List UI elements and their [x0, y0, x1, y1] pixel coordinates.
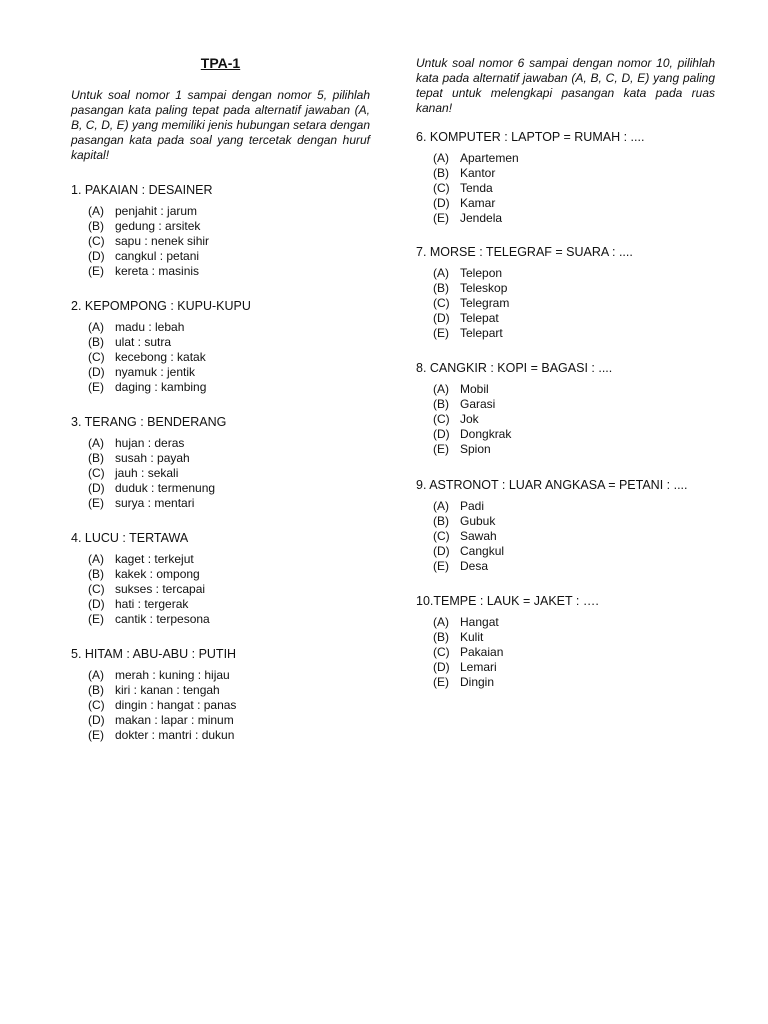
option-letter: (A): [433, 615, 449, 629]
option-text: Kamar: [460, 196, 496, 210]
option-letter: (E): [88, 264, 104, 278]
option-letter: (C): [433, 296, 450, 310]
option-letter: (C): [433, 645, 450, 659]
option-letter: (D): [433, 427, 450, 441]
answer-option: [433, 397, 736, 412]
option-letter: (B): [433, 166, 449, 180]
answer-options: [71, 668, 391, 743]
answer-option: [88, 481, 391, 496]
option-text: Gubuk: [460, 514, 496, 528]
option-text: ulat : sutra: [115, 335, 172, 349]
answer-option: [433, 645, 736, 660]
option-letter: (D): [433, 660, 450, 674]
question-6: [416, 129, 736, 226]
answer-option: [433, 181, 736, 196]
option-letter: (D): [88, 713, 105, 727]
question-7: [416, 244, 736, 341]
option-text: sapu : nenek sihir: [115, 234, 210, 248]
option-text: Telegram: [460, 296, 510, 310]
answer-option: [88, 436, 391, 451]
answer-option: [433, 660, 736, 675]
question-1: [71, 182, 391, 279]
answer-option: [88, 451, 391, 466]
option-letter: (A): [433, 266, 449, 280]
answer-options: [71, 204, 391, 279]
answer-option: [88, 567, 391, 582]
option-text: merah : kuning : hijau: [115, 668, 230, 682]
question-stem: 4. LUCU : TERTAWA: [71, 531, 189, 545]
option-letter: (C): [88, 234, 105, 248]
instruction-right: Untuk soal nomor 6 sampai dengan nomor 10, pilihlah kata pada alternatif jawaban (A, B, C, D, E) yang paling tepat untuk melengkapi pasangan kata pada ruas kanan!: [416, 56, 715, 115]
option-letter: (C): [433, 412, 450, 426]
option-letter: (E): [88, 728, 104, 742]
option-text: Telepon: [460, 266, 503, 280]
answer-option: [88, 365, 391, 380]
question-stem: 3. TERANG : BENDERANG: [71, 415, 227, 429]
option-text: kecebong : katak: [115, 350, 206, 364]
question-stem: 2. KEPOMPONG : KUPU-KUPU: [71, 299, 251, 313]
option-letter: (D): [88, 365, 105, 379]
answer-option: [433, 427, 736, 442]
answer-option: [88, 612, 391, 627]
option-letter: (B): [88, 567, 104, 581]
option-letter: (E): [433, 211, 449, 225]
answer-option: [88, 249, 391, 264]
option-letter: (D): [433, 311, 450, 325]
answer-option: [88, 320, 391, 335]
option-letter: (D): [433, 544, 450, 558]
option-letter: (C): [433, 181, 450, 195]
answer-option: [88, 683, 391, 698]
answer-option: [88, 380, 391, 395]
answer-option: [433, 281, 736, 296]
answer-option: [88, 582, 391, 597]
option-letter: (E): [88, 496, 104, 510]
option-text: Tenda: [460, 181, 493, 195]
question-stem: 7. MORSE : TELEGRAF = SUARA : ....: [416, 245, 633, 259]
answer-option: [88, 552, 391, 567]
option-text: Apartemen: [460, 151, 519, 165]
option-letter: (C): [88, 350, 105, 364]
answer-options: [71, 320, 391, 395]
answer-option: [433, 514, 736, 529]
answer-option: [88, 698, 391, 713]
answer-option: [88, 713, 391, 728]
option-text: Jendela: [460, 211, 503, 225]
answer-option: [88, 668, 391, 683]
option-letter: (A): [88, 436, 104, 450]
question-5: [71, 646, 391, 743]
option-text: madu : lebah: [115, 320, 185, 334]
option-text: Kantor: [460, 166, 496, 180]
answer-option: [433, 499, 736, 514]
option-text: kaget : terkejut: [115, 552, 194, 566]
option-letter: (A): [88, 320, 104, 334]
answer-option: [88, 466, 391, 481]
option-text: makan : lapar : minum: [115, 713, 234, 727]
option-letter: (B): [433, 397, 449, 411]
option-letter: (B): [433, 630, 449, 644]
option-text: jauh : sekali: [115, 466, 179, 480]
option-letter: (A): [88, 668, 104, 682]
option-text: dingin : hangat : panas: [115, 698, 237, 712]
option-letter: (C): [88, 466, 105, 480]
option-text: susah : payah: [115, 451, 190, 465]
option-letter: (D): [88, 481, 105, 495]
option-text: gedung : arsitek: [115, 219, 201, 233]
answer-option: [88, 728, 391, 743]
option-text: Garasi: [460, 397, 496, 411]
question-4: [71, 530, 391, 627]
question-10: [416, 593, 736, 690]
option-text: dokter : mantri : dukun: [115, 728, 235, 742]
option-letter: (E): [433, 559, 449, 573]
answer-option: [433, 615, 736, 630]
option-text: Spion: [460, 442, 491, 456]
option-letter: (C): [88, 582, 105, 596]
answer-option: [88, 335, 391, 350]
answer-option: [88, 597, 391, 612]
answer-option: [433, 326, 736, 341]
option-letter: (A): [88, 204, 104, 218]
option-text: Mobil: [460, 382, 489, 396]
page-title: TPA-1: [200, 55, 241, 71]
answer-option: [433, 412, 736, 427]
option-text: Lemari: [460, 660, 497, 674]
question-stem: 1. PAKAIAN : DESAINER: [71, 183, 213, 197]
option-letter: (B): [88, 683, 104, 697]
answer-option: [433, 382, 736, 397]
answer-option: [433, 442, 736, 457]
option-text: Dongkrak: [460, 427, 512, 441]
option-text: hujan : deras: [115, 436, 185, 450]
answer-options: [416, 382, 736, 457]
answer-option: [88, 234, 391, 249]
option-text: kiri : kanan : tengah: [115, 683, 220, 697]
option-letter: (B): [88, 451, 104, 465]
option-letter: (A): [88, 552, 104, 566]
option-text: hati : tergerak: [115, 597, 189, 611]
answer-option: [433, 196, 736, 211]
question-9: [416, 477, 736, 574]
option-text: Telepart: [460, 326, 503, 340]
option-text: penjahit : jarum: [115, 204, 198, 218]
answer-option: [88, 264, 391, 279]
option-letter: (E): [433, 675, 449, 689]
answer-options: [416, 615, 736, 690]
option-text: kakek : ompong: [115, 567, 200, 581]
option-text: Teleskop: [460, 281, 508, 295]
answer-option: [433, 266, 736, 281]
answer-options: [416, 499, 736, 574]
option-text: Hangat: [460, 615, 499, 629]
question-stem: 10.TEMPE : LAUK = JAKET : ….: [416, 594, 599, 608]
option-letter: (D): [433, 196, 450, 210]
option-text: daging : kambing: [115, 380, 207, 394]
option-text: surya : mentari: [115, 496, 195, 510]
answer-option: [433, 166, 736, 181]
answer-options: [71, 552, 391, 627]
option-letter: (B): [433, 514, 449, 528]
answer-option: [433, 211, 736, 226]
answer-option: [433, 529, 736, 544]
option-letter: (B): [88, 335, 104, 349]
question-8: [416, 360, 736, 457]
answer-option: [433, 296, 736, 311]
option-text: Sawah: [460, 529, 497, 543]
answer-option: [88, 496, 391, 511]
option-letter: (E): [88, 380, 104, 394]
option-letter: (B): [88, 219, 104, 233]
question-stem: 9. ASTRONOT : LUAR ANGKASA = PETANI : ....: [416, 478, 688, 492]
option-letter: (C): [88, 698, 105, 712]
answer-option: [88, 219, 391, 234]
option-text: Cangkul: [460, 544, 505, 558]
option-text: Desa: [460, 559, 489, 573]
option-text: nyamuk : jentik: [115, 365, 196, 379]
answer-option: [433, 311, 736, 326]
answer-option: [88, 350, 391, 365]
option-text: Jok: [460, 412, 479, 426]
question-stem: 8. CANGKIR : KOPI = BAGASI : ....: [416, 361, 613, 375]
answer-options: [416, 266, 736, 341]
option-letter: (B): [433, 281, 449, 295]
question-stem: 5. HITAM : ABU-ABU : PUTIH: [71, 647, 237, 661]
option-text: duduk : termenung: [115, 481, 216, 495]
option-letter: (C): [433, 529, 450, 543]
option-letter: (D): [88, 249, 105, 263]
answer-option: [433, 630, 736, 645]
option-letter: (A): [433, 151, 449, 165]
answer-option: [88, 204, 391, 219]
option-text: Padi: [460, 499, 485, 513]
answer-options: [71, 436, 391, 511]
option-text: sukses : tercapai: [115, 582, 206, 596]
option-letter: (E): [433, 442, 449, 456]
option-text: kereta : masinis: [115, 264, 200, 278]
option-letter: (A): [433, 499, 449, 513]
option-text: Kulit: [460, 630, 484, 644]
option-text: Pakaian: [460, 645, 504, 659]
instruction-left: Untuk soal nomor 1 sampai dengan nomor 5, pilihlah pasangan kata paling tepat pada alternatif jawaban (A, B, C, D, E) yang memiliki jenis hubungan setara dengan pasangan kata pada soal yang tercetak dengan huruf kapital!: [71, 88, 370, 162]
option-letter: (E): [88, 612, 104, 626]
question-2: [71, 298, 391, 395]
answer-option: [433, 151, 736, 166]
answer-option: [433, 559, 736, 574]
option-letter: (E): [433, 326, 449, 340]
question-stem: 6. KOMPUTER : LAPTOP = RUMAH : ....: [416, 130, 645, 144]
option-letter: (A): [433, 382, 449, 396]
answer-option: [433, 675, 736, 690]
option-text: cangkul : petani: [115, 249, 200, 263]
answer-options: [416, 151, 736, 226]
option-letter: (D): [88, 597, 105, 611]
question-3: [71, 414, 391, 511]
answer-option: [433, 544, 736, 559]
option-text: Dingin: [460, 675, 495, 689]
option-text: cantik : terpesona: [115, 612, 210, 626]
option-text: Telepat: [460, 311, 499, 325]
